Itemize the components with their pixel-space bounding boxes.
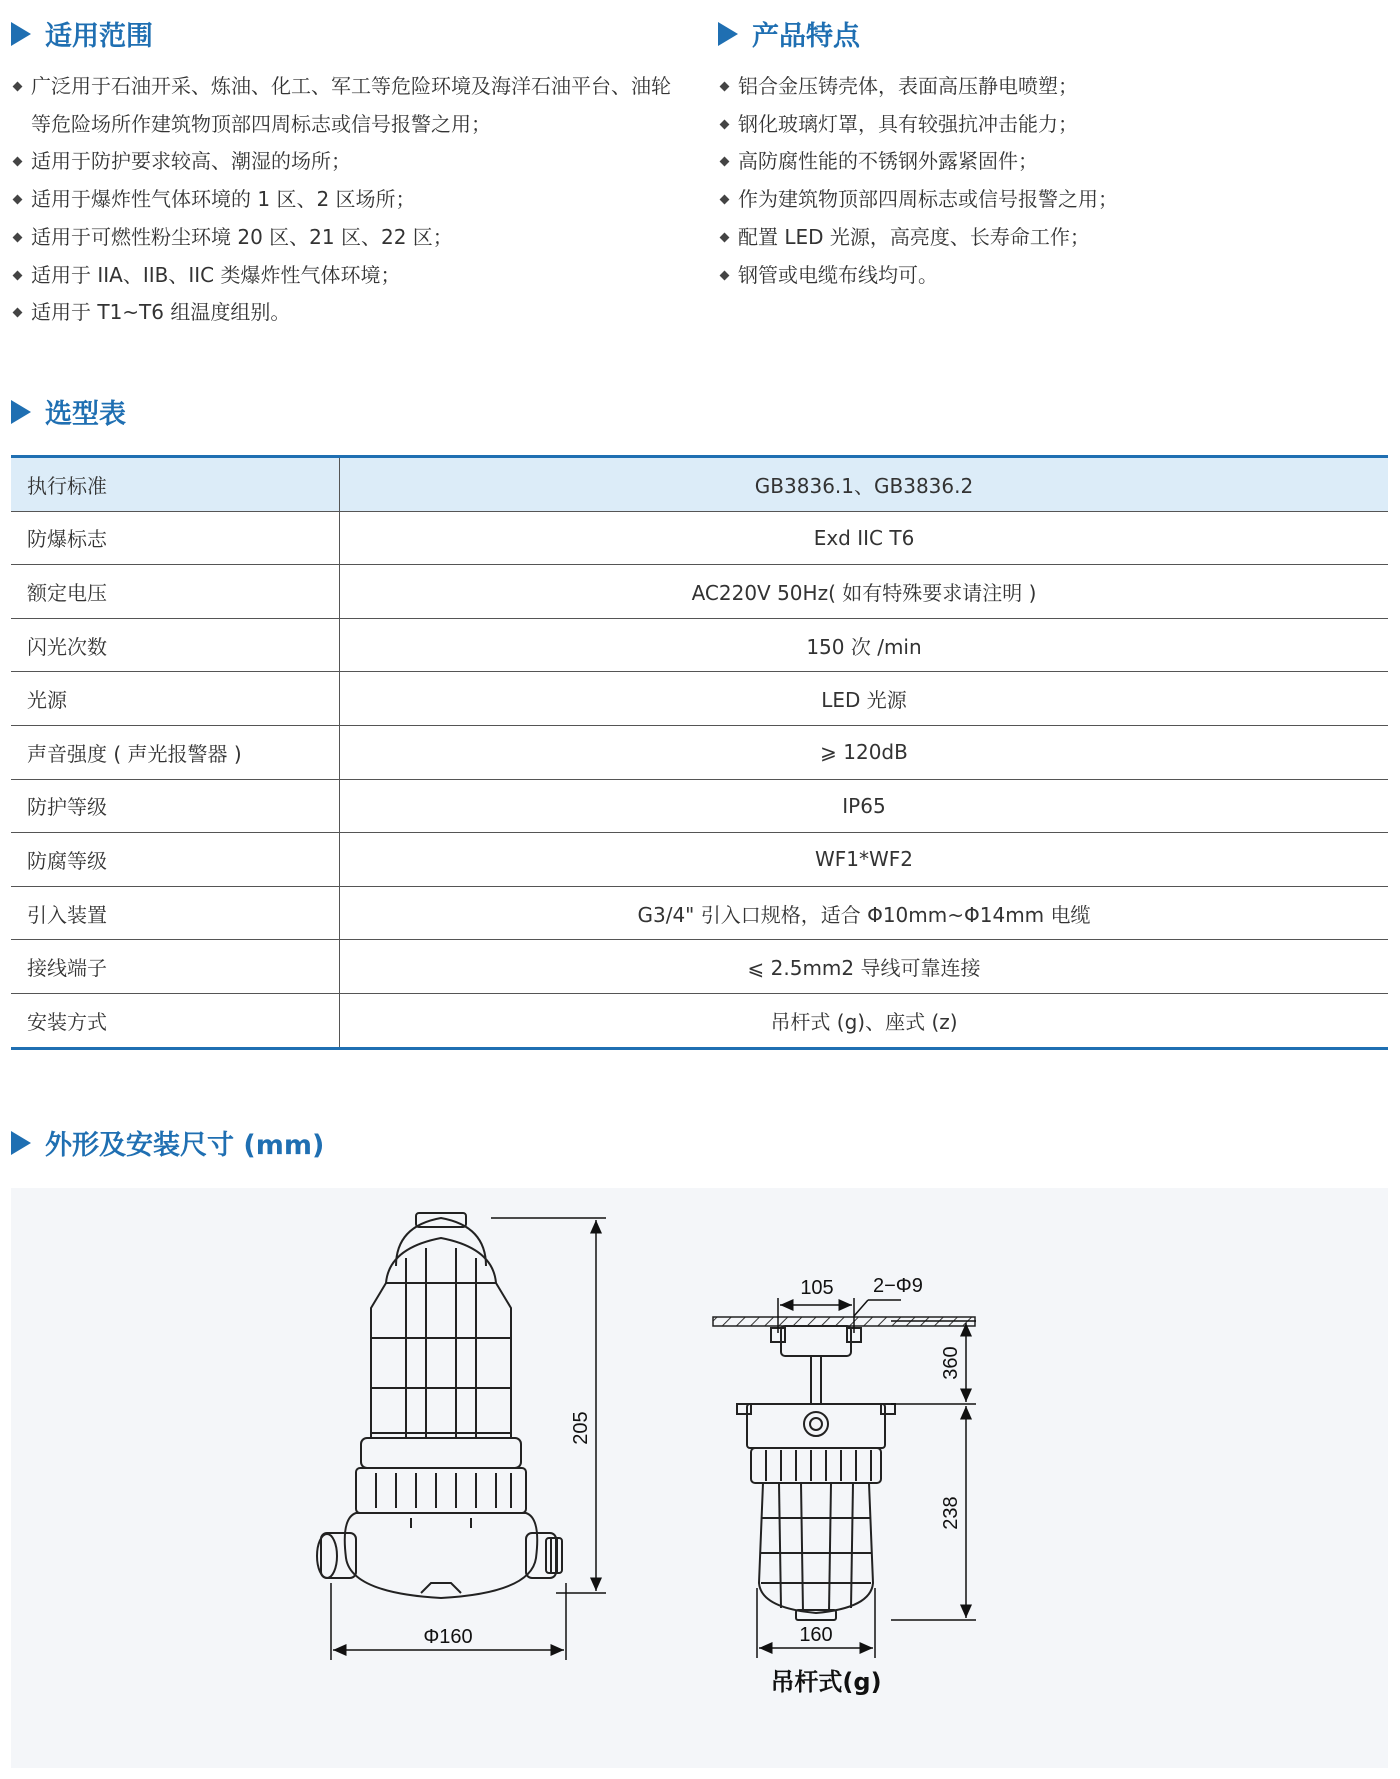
spec-value: 吊杆式 (g)、座式 (z) [340, 993, 1389, 1048]
spec-value: AC220V 50Hz( 如有特殊要求请注明 ) [340, 565, 1389, 619]
scope-item: 适用于爆炸性气体环境的 1 区、2 区场所； [11, 181, 681, 219]
dimension-drawing-panel [11, 1188, 1388, 1768]
spec-value: IP65 [340, 779, 1389, 833]
spec-key: 额定电压 [11, 565, 340, 619]
scope-item: 适用于防护要求较高、潮湿的场所； [11, 143, 681, 181]
dimension-drawing [11, 1188, 1388, 1768]
spec-key: 防腐等级 [11, 833, 340, 887]
spec-value: Exd IIC T6 [340, 511, 1389, 565]
dimension-label: 360 [940, 1346, 962, 1380]
scope-section-title [11, 14, 153, 53]
dimension-label: 205 [570, 1411, 592, 1445]
triangle-marker-icon [11, 22, 31, 46]
pendant-lamp-drawing [713, 1317, 975, 1620]
spec-value: ⩽ 2.5mm2 导线可靠连接 [340, 940, 1389, 994]
dimension-label: 238 [940, 1496, 962, 1530]
spec-key: 执行标准 [11, 457, 340, 512]
scope-item: 广泛用于石油开采、炼油、化工、军工等危险环境及海洋石油平台、油轮等危险场所作建筑物顶部四周标志或信号报警之用； [11, 68, 681, 143]
spec-key: 闪光次数 [11, 618, 340, 672]
spec-key: 光源 [11, 672, 340, 726]
features-title-text: 产品特点 [752, 21, 860, 52]
drawing-caption: 吊杆式(g) [770, 1668, 882, 1696]
dimension-label: 160 [799, 1624, 833, 1646]
feature-item: 铝合金压铸壳体，表面高压静电喷塑； [718, 68, 1388, 106]
dimensions-title-text: 外形及安装尺寸 (mm) [45, 1130, 325, 1161]
triangle-marker-icon [718, 22, 738, 46]
scope-title-text: 适用范围 [45, 21, 153, 52]
features-list [718, 68, 1388, 294]
table-row [11, 672, 1388, 726]
table-row [11, 886, 1388, 940]
scope-item: 适用于可燃性粉尘环境 20 区、21 区、22 区； [11, 219, 681, 257]
spec-value: G3/4" 引入口规格，适合 Φ10mm~Φ14mm 电缆 [340, 886, 1389, 940]
dimension-label: Φ160 [423, 1626, 473, 1648]
spec-key: 防护等级 [11, 779, 340, 833]
spec-key: 引入装置 [11, 886, 340, 940]
scope-list [11, 68, 681, 332]
table-row [11, 511, 1388, 565]
seat-lamp-drawing [317, 1213, 562, 1598]
feature-item: 高防腐性能的不锈钢外露紧固件； [718, 143, 1388, 181]
spec-key: 接线端子 [11, 940, 340, 994]
table-row [11, 993, 1388, 1048]
feature-item: 作为建筑物顶部四周标志或信号报警之用； [718, 181, 1388, 219]
dimension-label: 2−Φ9 [873, 1275, 923, 1297]
scope-item: 适用于 IIA、IIB、IIC 类爆炸性气体环境； [11, 257, 681, 295]
feature-item: 配置 LED 光源，高亮度、长寿命工作； [718, 219, 1388, 257]
features-section-title [718, 14, 860, 53]
spec-value: GB3836.1、GB3836.2 [340, 457, 1389, 512]
dimension-label: 105 [800, 1277, 834, 1299]
scope-item: 适用于 T1~T6 组温度组别。 [11, 294, 681, 332]
spec-value: LED 光源 [340, 672, 1389, 726]
feature-item: 钢管或电缆布线均可。 [718, 257, 1388, 295]
table-row [11, 833, 1388, 887]
selection-section-title [11, 392, 126, 431]
table-row [11, 618, 1388, 672]
table-row [11, 565, 1388, 619]
selection-title-text: 选型表 [45, 399, 126, 430]
table-row [11, 779, 1388, 833]
spec-value: ⩾ 120dB [340, 725, 1389, 779]
spec-key: 安装方式 [11, 993, 340, 1048]
triangle-marker-icon [11, 400, 31, 424]
spec-key: 防爆标志 [11, 511, 340, 565]
triangle-marker-icon [11, 1131, 31, 1155]
spec-table [11, 455, 1388, 1050]
spec-value: 150 次 /min [340, 618, 1389, 672]
table-row [11, 940, 1388, 994]
feature-item: 钢化玻璃灯罩，具有较强抗冲击能力； [718, 106, 1388, 144]
dimensions-section-title [11, 1123, 324, 1162]
table-row [11, 725, 1388, 779]
table-row [11, 457, 1388, 512]
spec-key: 声音强度 ( 声光报警器 ) [11, 725, 340, 779]
spec-value: WF1*WF2 [340, 833, 1389, 887]
